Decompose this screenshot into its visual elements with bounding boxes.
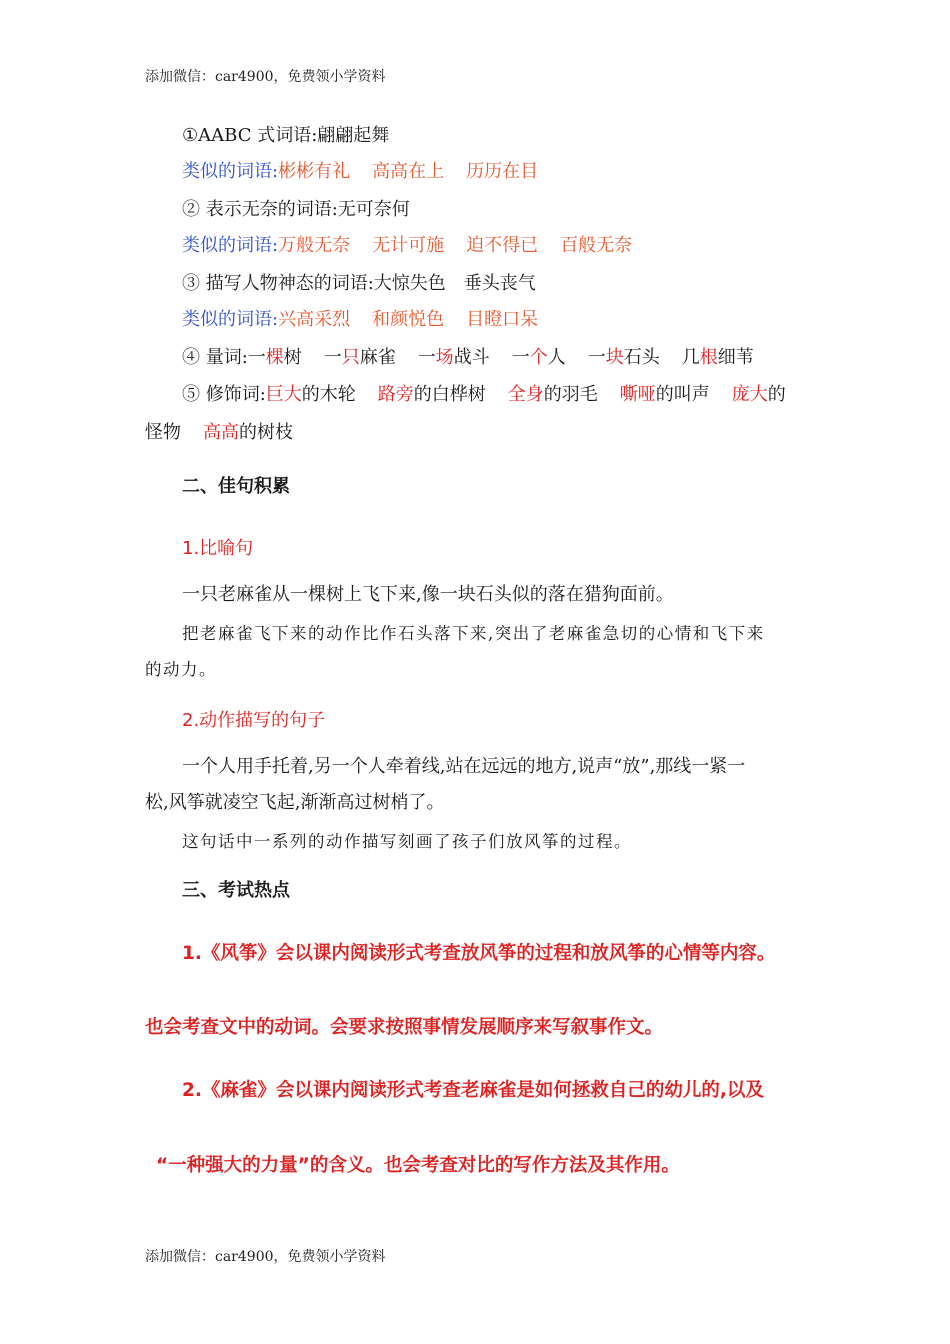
measure-noun: 战斗 (453, 347, 490, 368)
measure-word: 个 (529, 347, 548, 368)
vocab-item-1-similar (0, 160, 950, 184)
hotspot-2-line-2: “一种强大的力量”的含义。也会考查对比的写作方法及其作用。 (156, 1155, 680, 1176)
measure-num: 几 (681, 347, 700, 368)
measure-word: 场 (435, 347, 454, 368)
modifier-word: 庞大 (731, 384, 768, 405)
modifier-noun: 的 (767, 384, 786, 405)
hotspot-1-line-2: 也会考查文中的动词。会要求按照事情发展顺序来写叙事作文。 (145, 1017, 664, 1038)
vocab-item-3-similar (0, 308, 950, 332)
modifier-word: 嘶哑 (619, 384, 656, 405)
similar-word: 目瞪口呆 (466, 309, 539, 330)
similar-word: 兴高采烈 (278, 309, 351, 330)
section-2-sub-1: 1.比喻句 (182, 538, 254, 559)
sentence-2-line-2: 松,风筝就凌空飞起,渐渐高过树梢了。 (145, 792, 445, 813)
similar-word: 彬彬有礼 (278, 161, 351, 182)
sentence-1: 一只老麻雀从一棵树上飞下来,像一块石头似的落在猎狗面前。 (182, 584, 674, 605)
vocab-item-2-similar (0, 234, 950, 258)
section-2-sub-2: 2.动作描写的句子 (182, 710, 326, 731)
modifier-noun: 的羽毛 (543, 384, 598, 405)
note-2: 这句话中一系列的动作描写刻画了孩子们放风筝的过程。 (182, 832, 632, 851)
modifier-word: 巨大 (265, 384, 302, 405)
modifier-noun: 的白桦树 (413, 384, 486, 405)
similar-word: 和颜悦色 (372, 309, 445, 330)
modifier-noun: 的叫声 (655, 384, 710, 405)
vocab-item-5 (0, 383, 950, 407)
sentence-2-line-1: 一个人用手托着,另一个人牵着线,站在远远的地方,说声“放”,那线一紧一 (182, 756, 746, 777)
similar-label: 类似的词语: (182, 235, 279, 256)
section-2-title: 二、佳句积累 (182, 476, 290, 497)
measure-num: 一 (587, 347, 606, 368)
vocab-item-3: ③ 描写人物神态的词语:大惊失色 垂头丧气 (182, 273, 536, 294)
modifier-noun: 的树枝 (239, 422, 293, 443)
page-footer: 添加微信：car4900，免费领小学资料 (145, 1249, 386, 1265)
note-1-line-2: 的动力。 (145, 660, 217, 679)
measure-noun: 树 (283, 347, 302, 368)
similar-label: 类似的词语: (182, 161, 279, 182)
similar-word: 百般无奈 (560, 235, 633, 256)
measure-word: 棵 (265, 347, 284, 368)
measure-noun: 细苇 (717, 347, 754, 368)
note-1-line-1: 把老麻雀飞下来的动作比作石头落下来,突出了老麻雀急切的心情和飞下来 (182, 624, 765, 643)
section-3-title: 三、考试热点 (182, 880, 290, 901)
hotspot-2-line-1: 2.《麻雀》会以课内阅读形式考查老麻雀是如何拯救自己的幼儿的,以及 (182, 1080, 764, 1101)
similar-word: 无计可施 (372, 235, 445, 256)
measure-prefix: ④ 量词: (182, 347, 248, 368)
measure-num: 一 (323, 347, 342, 368)
similar-word: 迫不得已 (466, 235, 539, 256)
similar-label: 类似的词语: (182, 309, 279, 330)
similar-word: 万般无奈 (278, 235, 351, 256)
modifier-noun: 的木轮 (301, 384, 356, 405)
measure-num: 一 (247, 347, 266, 368)
modifier-noun: 怪物 (145, 422, 181, 443)
similar-word: 历历在目 (466, 161, 539, 182)
measure-noun: 石头 (623, 347, 660, 368)
modifier-word: 路旁 (377, 384, 414, 405)
similar-word: 高高在上 (372, 161, 445, 182)
measure-word: 只 (341, 347, 360, 368)
measure-noun: 麻雀 (359, 347, 396, 368)
page-header: 添加微信：car4900，免费领小学资料 (145, 69, 386, 85)
measure-word: 块 (605, 347, 624, 368)
vocab-item-5-cont (0, 421, 950, 445)
measure-num: 一 (417, 347, 436, 368)
measure-word: 根 (699, 347, 718, 368)
modifier-word: 全身 (507, 384, 544, 405)
hotspot-1-line-1: 1.《风筝》会以课内阅读形式考查放风筝的过程和放风筝的心情等内容。 (182, 943, 776, 964)
vocab-item-4 (0, 346, 950, 370)
vocab-item-1: ①AABC 式词语:翩翩起舞 (182, 125, 390, 146)
vocab-item-2: ② 表示无奈的词语:无可奈何 (182, 199, 410, 220)
measure-noun: 人 (547, 347, 566, 368)
modifier-word: 高高 (203, 422, 239, 443)
measure-num: 一 (511, 347, 530, 368)
modifier-prefix: ⑤ 修饰词: (182, 384, 266, 405)
